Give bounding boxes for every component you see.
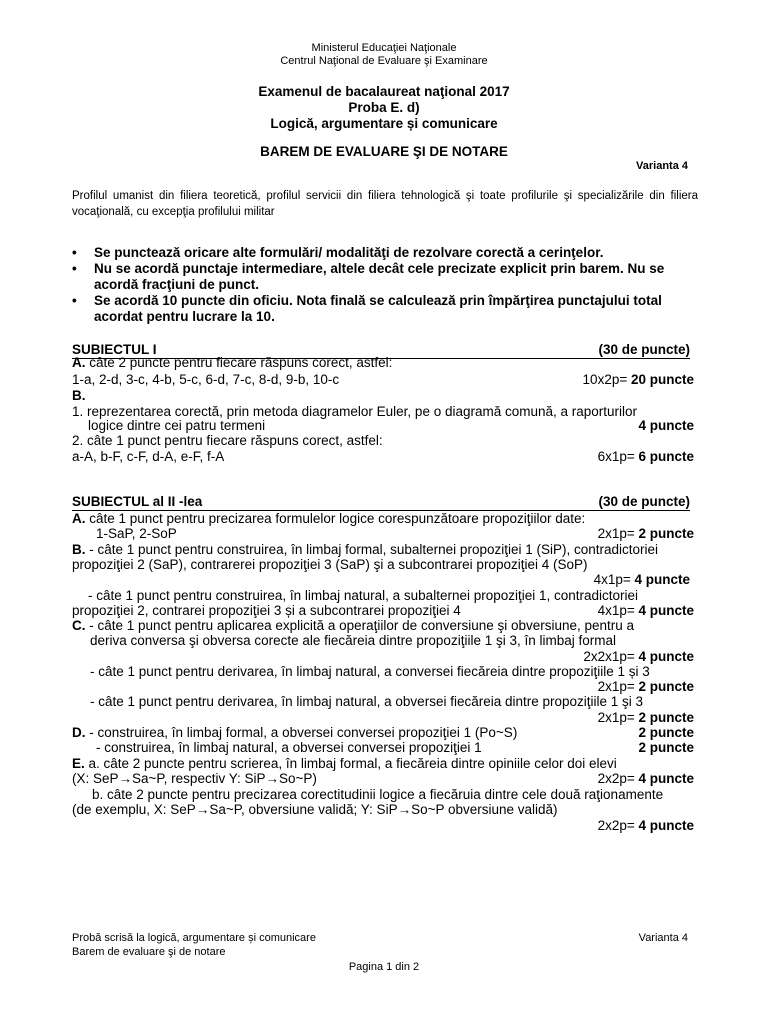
varianta-label: Varianta 4 bbox=[636, 160, 688, 172]
s2-d1-line: D. - construirea, în limbaj formal, a obversei conversei propoziţiei 1 (Po~S) 2 puncte bbox=[72, 725, 694, 740]
bullet-icon: • bbox=[72, 245, 77, 260]
s1-b-label: B. bbox=[72, 388, 86, 403]
footer-exam: Probă scrisă la logică, argumentare și comunicare bbox=[72, 932, 316, 944]
rule-item: • Se acordă 10 puncte din oficiu. Nota finală se calculează prin împărţirea punctajului total acordat pentru lucrare la 10. bbox=[72, 293, 662, 324]
s2-e1-cont: (X: SeP→Sa~P, respectiv Y: SiP→So~P) 2x2p= 4 puncte bbox=[72, 771, 694, 786]
exam-proba: Proba E. d) bbox=[348, 100, 420, 115]
section-1-title: SUBIECTUL I bbox=[72, 342, 157, 357]
s2-c1-cont: deriva conversa şi obversa corecte ale fiecăreia dintre propoziţiile 1 şi 3, în limbaj formal bbox=[90, 633, 616, 648]
s2-d2-line: - construirea, în limbaj natural, a obversei conversei propoziţiei 1 2 puncte bbox=[96, 740, 694, 755]
section-2-title: SUBIECTUL al II -lea bbox=[72, 494, 203, 509]
s1-b2-line: 2. câte 1 punct pentru fiecare răspuns corect, astfel: bbox=[72, 433, 383, 448]
page-number: Pagina 1 din 2 bbox=[348, 961, 420, 973]
document-page: Ministerul Educaţiei Naţionale Centrul Naţional de Evaluare şi Examinare Examenul de bacalaureat naţional 2017 Proba E. d) Logică, argumentare și comunicare BAREM DE EVALUARE ŞI DE NOTARE Varianta 4 Profilul umanist din filiera teoretică, profilul servicii din filiera tehnologică şi toate profilurile şi specializările din filiera vocaţională, cu excepţia profilului militar • Se punctează oricare alte formulări/ modalităţi de rezolvare corectă a cerinţelor. • Nu se acordă punctaje intermediare, altele decât cele precizate explicit prin barem. Nu se acordă fracţiuni de punct. • Se acordă 10 puncte din oficiu. Nota finală se calculează prin împărţirea punctajului total acordat pentru lucrare la 10. SUBIECTUL I (30 de puncte) A. câte 2 puncte pentru fiecare răspuns corect, astfel: 1-a, 2-d, 3-c, 4-b, 5-c, 6-d, 7-c, 8-d, 9-b, 10-c 10x2p= 20 puncte B. 1. reprezentarea corectă, prin metoda diagramelor Euler, pe o diagramă comună, a raporturilor logice dintre cei patru termeni 4 puncte 2. câte 1 punct pentru fiecare răspuns corect, astfel: a-A, b-F, c-F, d-A, e-F, f-A 6x1p= 6 puncte SUBIECTUL al II -lea (30 de puncte) A. câte 1 punct pentru precizarea formulelor logice corespunzătoare propoziţiilor date: 1-SaP, 2-SoP 2x1p= 2 puncte B. - câte 1 punct pentru construirea, în limbaj formal, subalternei propoziţiei 1 (SiP), contradictoriei propoziţiei 2 (SaP), contrarerei propoziţiei 3 (SaP) şi a subcontrarei propoziţiei 4 (SoP) 4x1p= 4 puncte - câte 1 punct pentru construirea, în limbaj natural, a subalternei propoziţiei 1, contradictoriei propoziţiei 2, contrarei propoziţiei 3 și a subcontrarei propoziţiei 4 4x1p= 4 puncte C. - câte 1 punct pentru aplicarea explicită a operaţiilor de conversiune şi obversiune, pentru a deriva conversa şi obversa corecte ale fiecăreia dintre propoziţiile 1 şi 3, în limbaj formal 2x2x1p= 4 puncte - câte 1 punct pentru derivarea, în limbaj natural, a conversei fiecăreia dintre propoziţiile 1 și 3 2x1p= 2 puncte - câte 1 punct pentru derivarea, în limbaj natural, a obversei fiecăreia dintre propoziţiile 1 şi 3 2x1p= 2 puncte D. - construirea, în limbaj formal, a obversei conversei propoziţiei 1 (Po~S) 2 puncte - construirea, în limbaj natural, a obversei conversei propoziţiei 1 2 puncte E. a. câte 2 puncte pentru scrierea, în limbaj formal, a fiecăreia dintre opiniile celor doi elevi (X: SeP→Sa~P, respectiv Y: SiP→So~P) 2x2p= 4 puncte b. câte 2 puncte pentru precizarea corectitudinii logice a fiecăruia dintre cele două raţionamente (de exemplu, X: SeP→Sa~P, obversiune validă; Y: SiP→So~P obversiune validă) 2x2p= 4 puncte Probă scrisă la logică, argumentare și comunicare Barem de evaluare şi de notare Varianta 4 Pagina 1 din 2 bbox=[0, 0, 768, 1024]
s2-c2-line: - câte 1 punct pentru derivarea, în limbaj natural, a conversei fiecăreia dintre propoziţiile 1 și 3 bbox=[90, 664, 650, 679]
exam-title: Examenul de bacalaureat naţional 2017 bbox=[258, 84, 510, 99]
s1-b2-answers: a-A, b-F, c-F, d-A, e-F, f-A 6x1p= 6 puncte bbox=[72, 449, 694, 464]
section-1-points: (30 de puncte) bbox=[598, 342, 690, 357]
s2-c3-line: - câte 1 punct pentru derivarea, în limbaj natural, a obversei fiecăreia dintre propoziţiile 1 şi 3 bbox=[90, 694, 644, 709]
s1-b1-cont: logice dintre cei patru termeni 4 puncte bbox=[88, 418, 694, 433]
bullet-icon: • bbox=[72, 261, 77, 276]
s2-a-formulas: 1-SaP, 2-SoP 2x1p= 2 puncte bbox=[96, 526, 694, 541]
s2-e2-cont: (de exemplu, X: SeP→Sa~P, obversiune validă; Y: SiP→So~P obversiune validă) bbox=[72, 802, 558, 817]
bullet-icon: • bbox=[72, 293, 77, 308]
s2-e1-line: E. a. câte 2 puncte pentru scrierea, în limbaj formal, a fiecăreia dintre opiniile celor doi elevi bbox=[72, 756, 617, 771]
center-name: Centrul Naţional de Evaluare şi Examinare bbox=[280, 55, 488, 67]
section-2-points: (30 de puncte) bbox=[598, 494, 690, 509]
s2-b1-cont: propoziţiei 2 (SaP), contrarerei propoziţiei 3 (SaP) şi a subcontrarei propoziţiei 4 (SoP) bbox=[72, 557, 588, 572]
exam-subject: Logică, argumentare și comunicare bbox=[270, 116, 498, 131]
rules-list bbox=[72, 245, 698, 325]
s2-b1-line: B. - câte 1 punct pentru construirea, în limbaj formal, subalternei propoziţiei 1 (SiP), contradictoriei bbox=[72, 542, 659, 557]
profile-text: Profilul umanist din filiera teoretică, profilul servicii din filiera tehnologică şi toate profilurile şi specializările din filiera vocaţională, cu excepţia profilului militar bbox=[72, 190, 698, 218]
footer-varianta: Varianta 4 bbox=[638, 932, 688, 944]
s2-b2-cont: propoziţiei 2, contrarei propoziţiei 3 și a subcontrarei propoziţiei 4 4x1p= 4 puncte bbox=[72, 603, 694, 618]
s1-a-line: A. câte 2 puncte pentru fiecare răspuns corect, astfel: bbox=[72, 355, 393, 370]
s1-b1-line: 1. reprezentarea corectă, prin metoda diagramelor Euler, pe o diagramă comună, a raporturilor bbox=[72, 404, 638, 419]
rule-item: • Se punctează oricare alte formulări/ modalităţi de rezolvare corectă a cerinţelor. bbox=[72, 245, 604, 260]
s2-e2-line: b. câte 2 puncte pentru precizarea corectitudinii logice a fiecăruia dintre cele două raţionamente bbox=[92, 787, 664, 802]
s2-a-line: A. câte 1 punct pentru precizarea formulelor logice corespunzătoare propoziţiilor date: bbox=[72, 511, 586, 526]
s2-b2-line: - câte 1 punct pentru construirea, în limbaj natural, a subalternei propoziţiei 1, contradictoriei bbox=[88, 588, 639, 603]
section-2-header bbox=[72, 494, 690, 511]
footer-barem: Barem de evaluare şi de notare bbox=[72, 946, 226, 958]
ministry-name: Ministerul Educaţiei Naţionale bbox=[311, 42, 457, 54]
barem-title: BAREM DE EVALUARE ŞI DE NOTARE bbox=[260, 144, 508, 159]
s2-c1-line: C. - câte 1 punct pentru aplicarea explicită a operaţiilor de conversiune şi obversiune, pentru a bbox=[72, 618, 635, 633]
rule-item: • Nu se acordă punctaje intermediare, altele decât cele precizate explicit prin barem. Nu se acordă fracţiuni de punct. bbox=[72, 261, 665, 292]
s1-a-answers: 1-a, 2-d, 3-c, 4-b, 5-c, 6-d, 7-c, 8-d, 9-b, 10-c 10x2p= 20 puncte bbox=[72, 372, 694, 387]
